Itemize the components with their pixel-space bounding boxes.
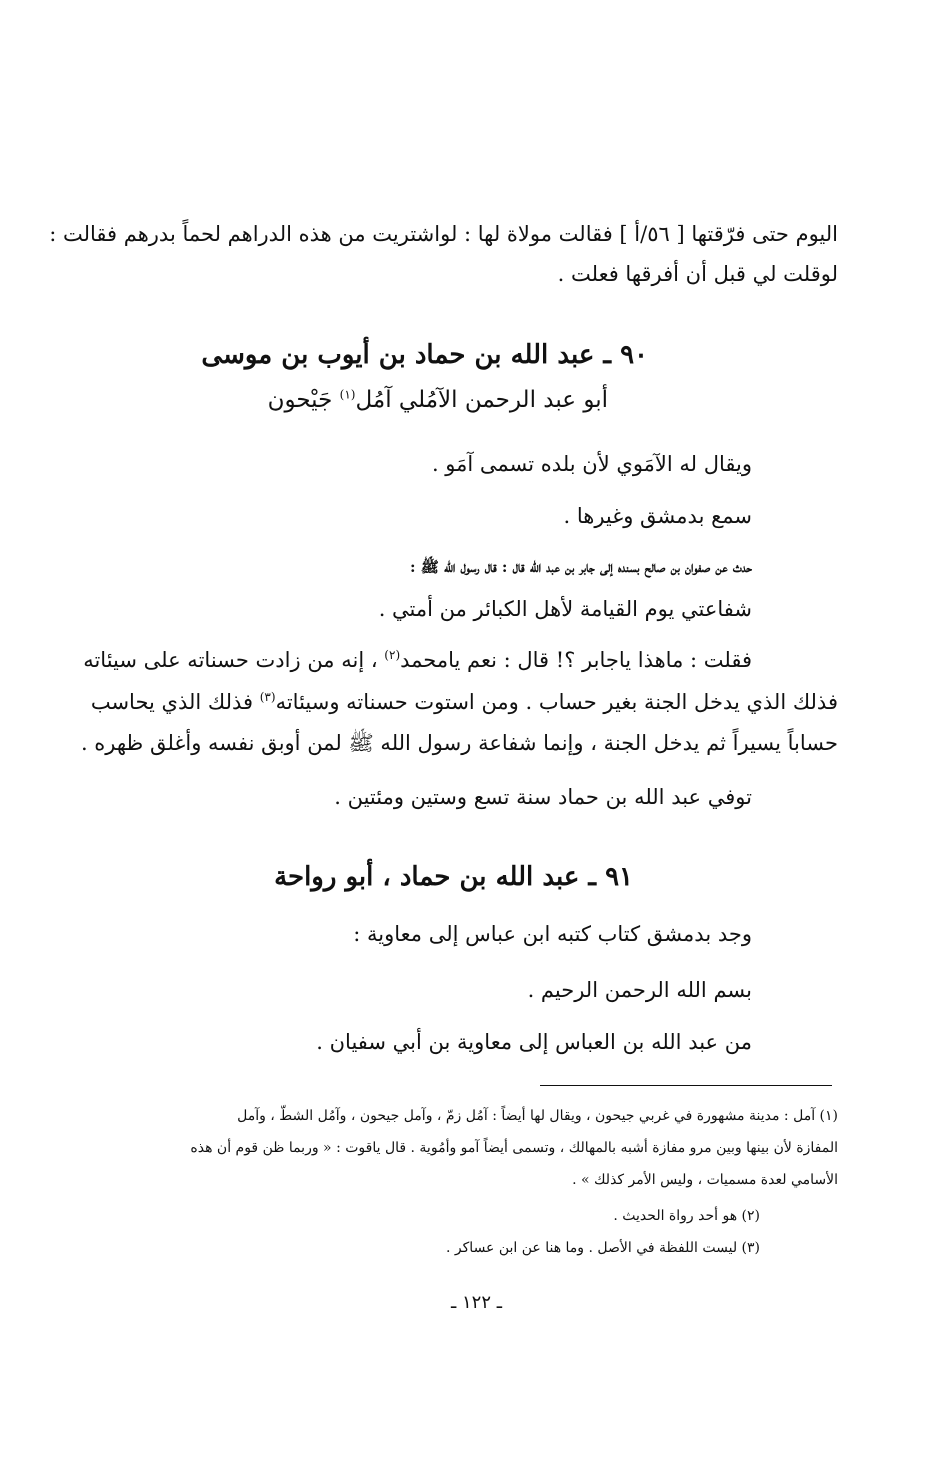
entry-90-para-3: حساباً يسيراً ثم يدخل الجنة ، وإنما شفاعة رسول الله ﷺ لمن أوبق نفسه وأغلق ظهره .	[80, 731, 838, 755]
footnote-2: (٢) هو أحد رواة الحديث .	[613, 1208, 760, 1224]
subheading-text: أبو عبد الرحمن الآمُلي آمُل	[355, 387, 608, 413]
para-2-text-end: فذلك الذي يحاسب	[90, 690, 260, 714]
para-1-text-end: ، إنه من زادت حسناته على سيئاته	[83, 648, 385, 672]
footnote-ref-2: (٢)	[384, 648, 401, 662]
entry-90-heading: ٩٠ ـ عبد الله بن حماد بن أيوب بن موسى	[201, 340, 648, 370]
footnote-ref-3: (٣)	[259, 690, 276, 704]
footnote-ref-1: (١)	[339, 387, 356, 402]
para-2-text: فذلك الذي يدخل الجنة بغير حساب . ومن استوت حسناته وسيئاته	[275, 690, 838, 714]
entry-90-para-2	[91, 690, 838, 714]
entry-90-subheading	[268, 387, 608, 413]
footnote-1-line-2: المفازة لأن بينها وبين مرو مفازة أشبه بالمهالك ، وتسمى أيضاً آمو وأمُوية . قال ياقوت : « وربما ظن قوم أن هذه	[190, 1140, 838, 1156]
footnote-separator	[540, 1085, 832, 1086]
intro-line-1: اليوم حتى فرّقتها [ ٥٦/أ ] فقالت مولاة لها : لواشتريت من هذه الدراهم لحماً بدرهم فقالت :	[49, 222, 838, 246]
entry-91-heading: ٩١ ـ عبد الله بن حماد ، أبو رواحة	[274, 862, 633, 892]
subheading-text-end: جَيْحون	[267, 387, 340, 413]
entry-90-line-1: ويقال له الآمَوي لأن بلده تسمى آمَو .	[431, 452, 752, 476]
footnote-1-line-3: الأسامي لعدة مسميات ، وليس الأمر كذلك » .	[572, 1172, 838, 1188]
entry-90-line-2: سمع بدمشق وغيرها .	[563, 504, 752, 528]
entry-90-hadith: شفاعتي يوم القيامة لأهل الكبائر من أمتي .	[378, 597, 752, 621]
entry-90-para-1	[83, 648, 752, 672]
footnote-3: (٣) ليست اللفظة في الأصل . وما هنا عن ابن عساكر .	[446, 1240, 760, 1256]
entry-90-isnad: حدث عن صفوان بن صالح بسنده إلى جابر بن عبد الله قال : قال رسول الله ﷺ :	[410, 558, 752, 576]
page-number: ـ ١٢٢ ـ	[450, 1292, 502, 1313]
entry-91-line-2: بسم الله الرحمن الرحيم .	[527, 978, 752, 1002]
footnote-1-line-1: (١) آمل : مدينة مشهورة في غربي جيحون ، ويقال لها أيضاً : آمُل زمّ ، وآمل جيحون ، وآمُل الشطّ ، وآمل	[237, 1108, 838, 1124]
intro-line-2: لوقلت لي قبل أن أفرقها فعلت .	[557, 262, 838, 286]
para-1-text: فقلت : ماهذا ياجابر ؟! قال : نعم يامحمد	[400, 648, 752, 672]
entry-90-death: توفي عبد الله بن حماد سنة تسع وستين ومئتين .	[334, 785, 752, 809]
entry-91-line-1: وجد بدمشق كتاب كتبه ابن عباس إلى معاوية :	[353, 922, 752, 946]
entry-91-line-3: من عبد الله بن العباس إلى معاوية بن أبي سفيان .	[316, 1030, 752, 1054]
